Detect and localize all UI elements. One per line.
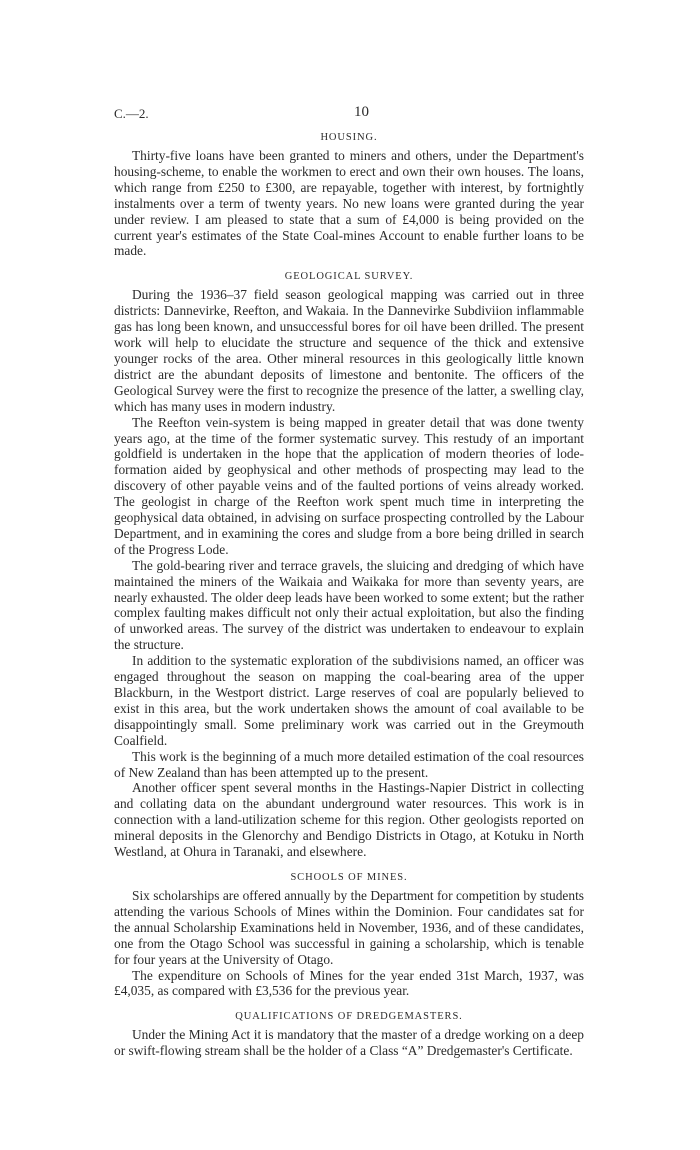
document-body (114, 128, 584, 1071)
paragraph: In addition to the systematic exploration of the subdivisions named, an officer was engaged throughout the season on mapping the coal-bearing area of the upper Blackburn, in the Westport district. Large reserves of coal are popularly believed to exist in this area, but the work undertaken shows the amount of coal available to be disappointingly small. Some preliminary work was carried out in the Greymouth Coalfield. (114, 653, 584, 748)
paragraph: Thirty-five loans have been granted to miners and others, under the Department's housing-scheme, to enable the workmen to erect and own their own houses. The loans, which range from £250 to £300, are repayable, together with interest, by fortnightly instalments over a term of twenty years. No new loans were granted during the year under review. I am pleased to state that a sum of £4,000 is being provided on the current year's estimates of the State Coal-mines Account to enable further loans to be made. (114, 148, 584, 259)
paragraph: The expenditure on Schools of Mines for the year ended 31st March, 1937, was £4,035, as compared with £3,536 for the previous year. (114, 967, 584, 999)
section-heading: SCHOOLS OF MINES. (290, 871, 408, 883)
paragraph: The gold-bearing river and terrace gravels, the sluicing and dredging of which have maintained the miners of the Waikaia and Waikaka for more than seventy years, are nearly exhausted. The older deep leads have been worked to some extent; but the rather complex faulting makes difficult not only their actual exploitation, but also the finding of unworked areas. The survey of the district was undertaken to endeavour to explain the structure. (114, 557, 584, 653)
paragraph: The Reefton vein-system is being mapped in greater detail that was done twenty years ago, at the time of the former systematic survey. This restudy of an important goldfield is undertaken in the hope that the application of modern theories of lode-formation aided by geophysical and other methods of prospecting may lead to the discovery of other payable veins and of the faulted portions of veins already worked. The geologist in charge of the Reefton work spent much time in interpreting the geophysical data obtained, in advising on surface prospecting controlled by the Labour Department, and in examining the cores and sludge from a bore being drilled in search of the Progress Lode. (114, 414, 584, 557)
paragraph: Six scholarships are offered annually by the Department for competition by students attending the various Schools of Mines within the Dominion. Four candidates sat for the annual Scholarship Examinations held in November, 1936, and of these candidates, one from the Otago School was successful in gaining a scholarship, which is tenable for four years at the University of Otago. (114, 887, 584, 967)
section-geological-survey (114, 271, 584, 860)
section-heading: QUALIFICATIONS OF DREDGEMASTERS. (235, 1011, 463, 1023)
section-qualifications-of-dredgemasters (114, 1011, 584, 1059)
section-schools-of-mines (114, 872, 584, 999)
page-number: 10 (354, 104, 369, 120)
paragraph: Another officer spent several months in the Hastings-Napier District in collecting and collating data on the abundant underground water resources. This work is in connection with a land-utilization scheme for this region. Other geologists reported on mineral deposits in the Glenorchy and Bendigo Districts in Otago, at Kotuku in North Westland, at Ohura in Taranaki, and elsewhere. (114, 780, 584, 860)
section-heading: GEOLOGICAL SURVEY. (284, 271, 414, 283)
paragraph: This work is the beginning of a much more detailed estimation of the coal resources of New Zealand than has been attempted up to the present. (114, 748, 584, 780)
document-reference: C.—2. (114, 106, 149, 121)
section-heading: HOUSING. (320, 132, 378, 143)
paragraph: During the 1936–37 field season geological mapping was carried out in three districts: Dannevirke, Reefton, and Wakaia. In the Dannevirke Subdiviion inflammable gas has long been known, and unsuccessful bores for oil have been drilled. The present work will help to elucidate the structure and sequence of the thick and extensive younger rocks of the area. Other mineral resources in this geologically little known district are the abundant deposits of limestone and bentonite. The officers of the Geological Survey were the first to recognize the presence of the latter, a swelling clay, which has many uses in modern industry. (114, 287, 584, 414)
paragraph: Under the Mining Act it is mandatory that the master of a dredge working on a deep or swift-flowing stream shall be the holder of a Class “A” Dredgemaster's Certificate. (114, 1027, 584, 1059)
section-housing (114, 132, 584, 259)
